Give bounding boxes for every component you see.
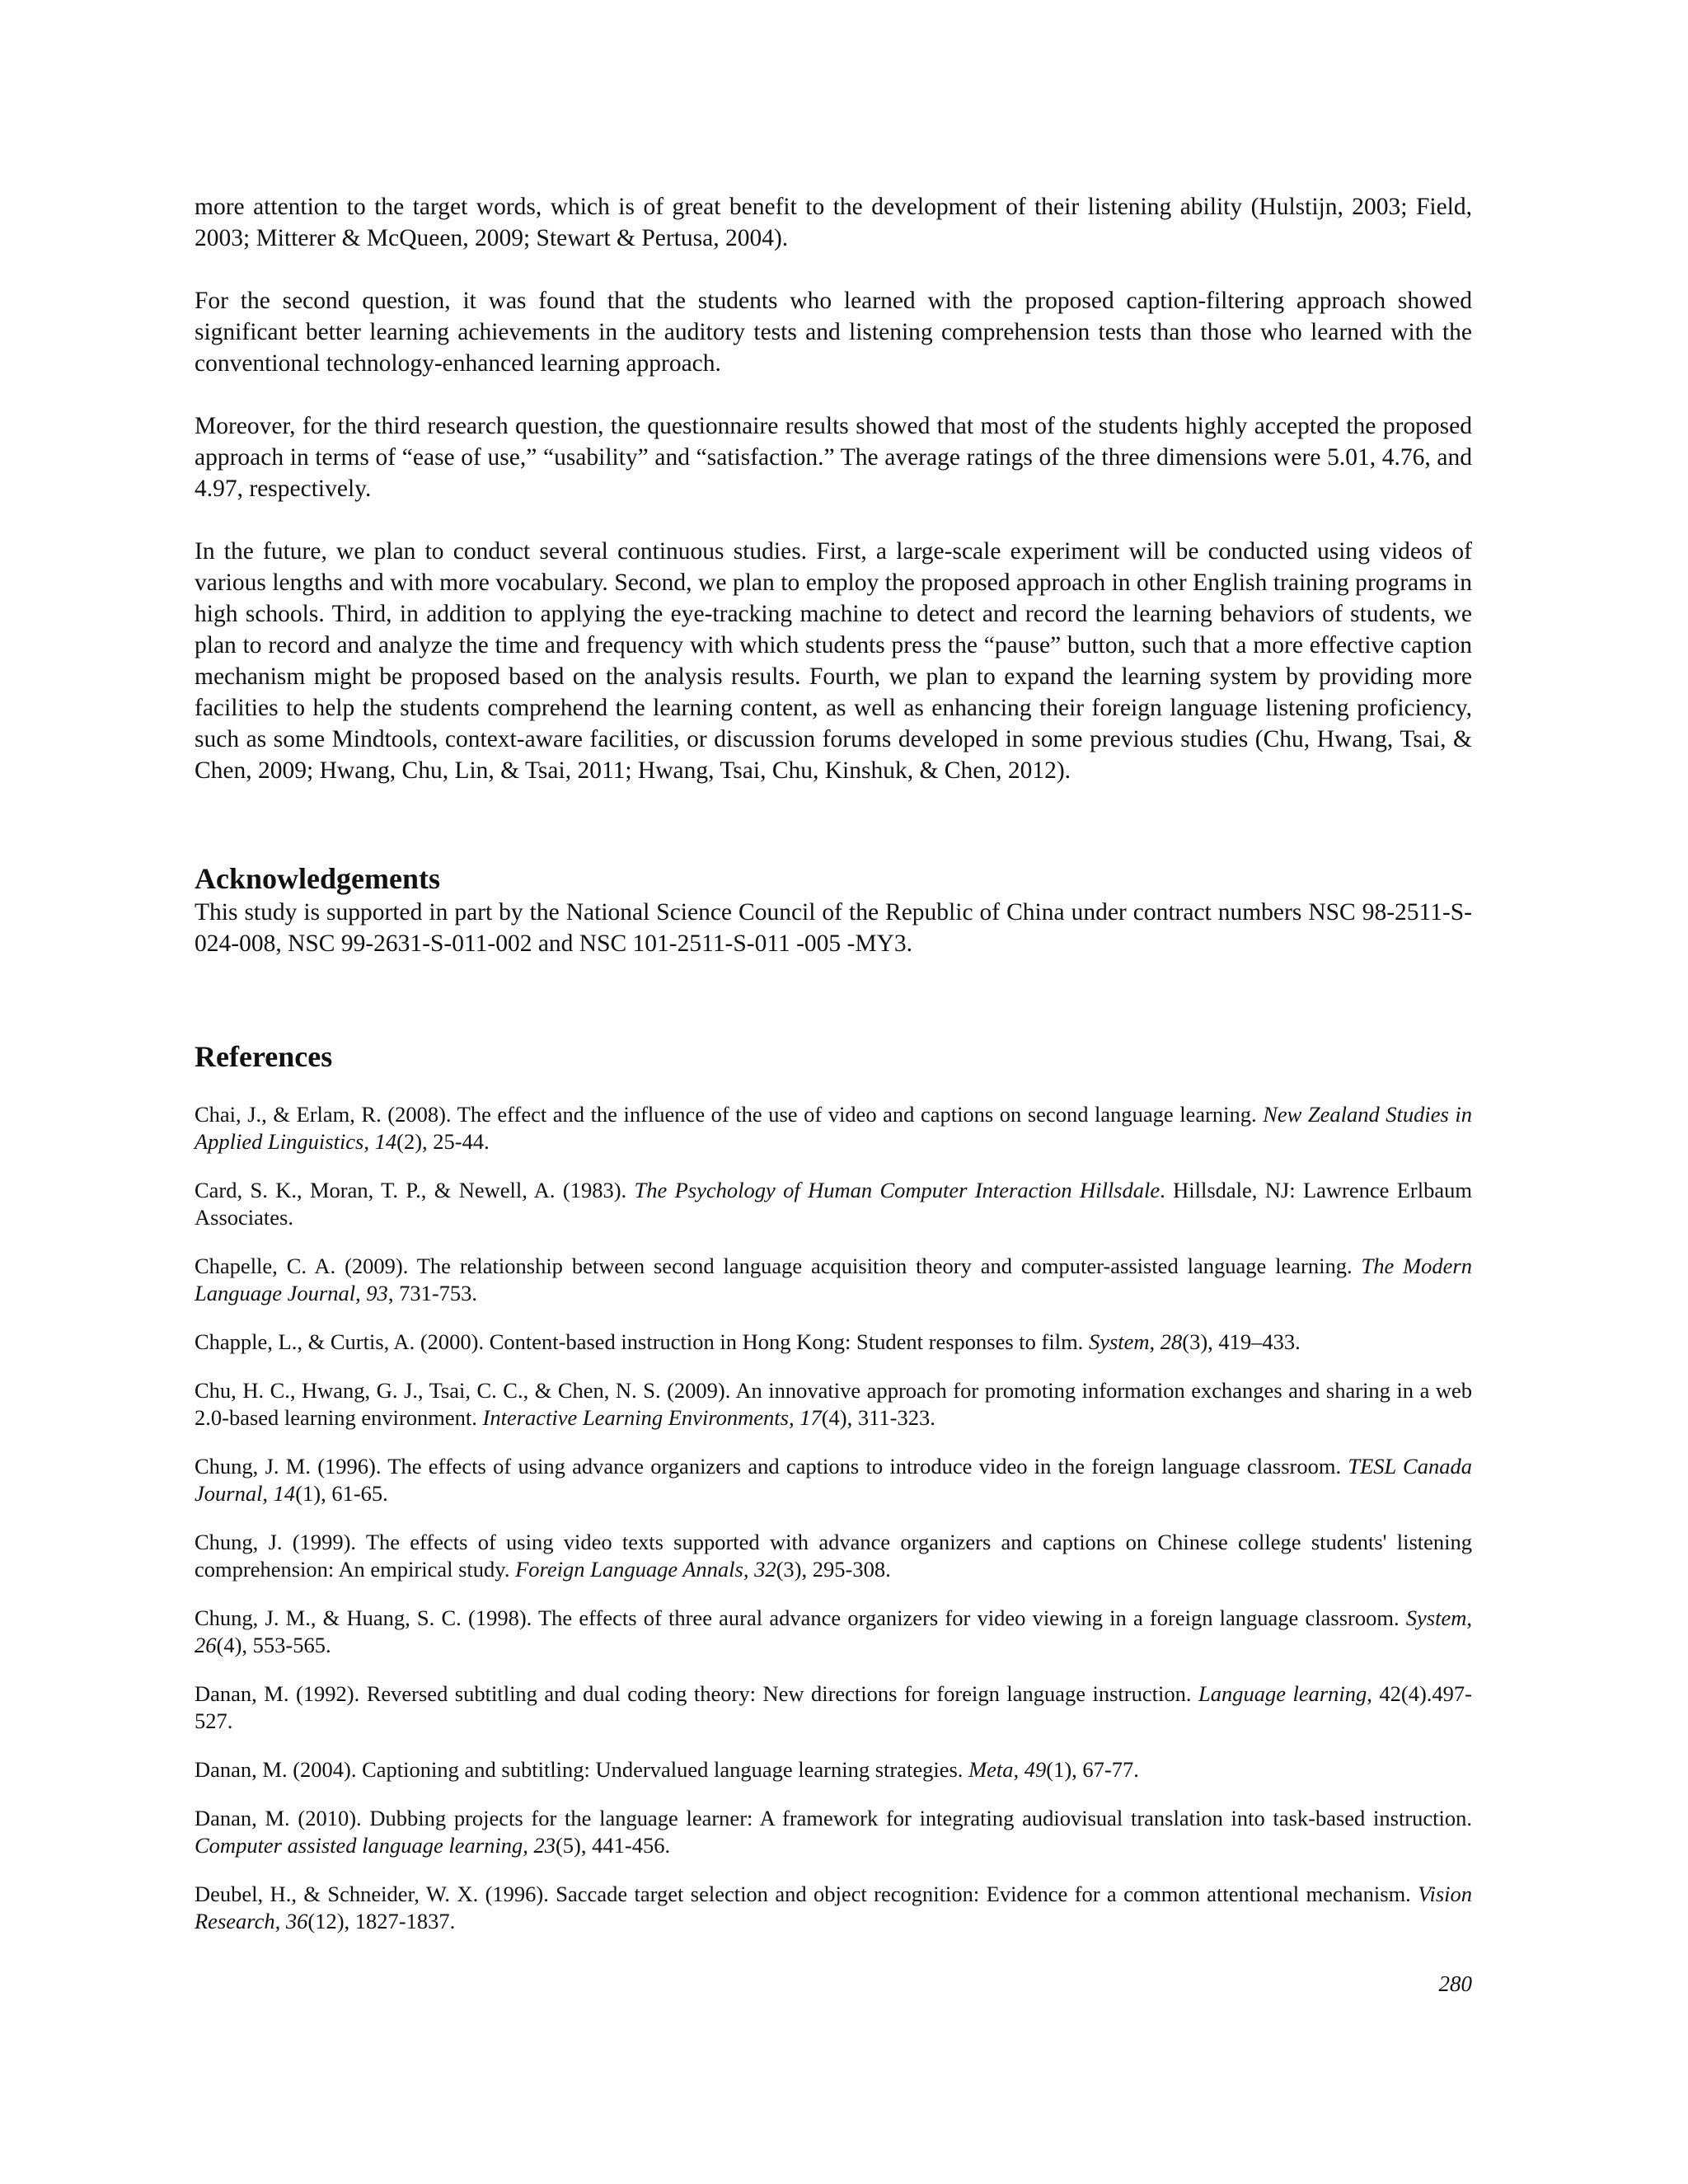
reference-text: Chung, J. M., & Huang, S. C. (1998). The effects of three aural advance organizers for video viewing in a foreign language classroom. [195, 1605, 1406, 1630]
reference-source: Language learning [1198, 1681, 1367, 1706]
references-heading: References [195, 1040, 333, 1073]
reference-details: (12), 1827-1837. [307, 1909, 456, 1933]
reference-source: Vision Research, 36 [195, 1882, 1472, 1933]
acknowledgements-heading: Acknowledgements [195, 862, 440, 895]
reference-source: New Zealand Studies in Applied Linguistics, 14 [195, 1102, 1472, 1154]
reference-text: Danan, M. (1992). Reversed subtitling and dual coding theory: New directions for foreign language instruction. [195, 1681, 1198, 1706]
reference-details: (3), 419–433. [1182, 1329, 1301, 1354]
reference-entry [195, 1529, 1472, 1583]
reference-entry [195, 1101, 1472, 1155]
body-paragraph: In the future, we plan to conduct several continuous studies. First, a large-scale experiment will be conducted using videos of various lengths and with more vocabulary. Second, we plan to employ the proposed approach in other English training programs in high schools. Third, in addition to applying the eye-tracking machine to detect and record the learning behaviors of students, we plan to record and analyze the time and frequency with which students press the “pause” button, such that a more effective caption mechanism might be proposed based on the analysis results. Fourth, we plan to expand the learning system by providing more facilities to help the students comprehend the learning content, as well as enhancing their foreign language listening proficiency, such as some Mindtools, context-aware facilities, or discussion forums developed in some previous studies (Chu, Hwang, Tsai, & Chen, 2009; Hwang, Chu, Lin, & Tsai, 2011; Hwang, Tsai, Chu, Kinshuk, & Chen, 2012). [195, 538, 1472, 784]
reference-text: Danan, M. (2010). Dubbing projects for the language learner: A framework for integrating audiovisual translation into task-based instruction. [195, 1806, 1472, 1830]
reference-entry [195, 1805, 1472, 1859]
body-paragraph: more attention to the target words, which is of great benefit to the development of their listening ability (Hulstijn, 2003; Field, 2003; Mitterer & McQueen, 2009; Stewart & Pertusa, 2004). [195, 194, 1472, 251]
reference-entry [195, 1329, 1472, 1356]
reference-source: TESL Canada Journal, 14 [195, 1454, 1472, 1506]
reference-details: . Hillsdale, NJ: Lawrence Erlbaum Associates. [195, 1178, 1472, 1230]
reference-text: Chung, J. (1999). The effects of using video texts supported with advance organizers and captions on Chinese college students' listening comprehension: An empirical study. [195, 1530, 1472, 1582]
reference-list [195, 1101, 1472, 1935]
reference-entry [195, 1605, 1472, 1659]
reference-source: System, 28 [1088, 1329, 1183, 1354]
reference-entry [195, 1453, 1472, 1507]
reference-details: (1), 61-65. [295, 1481, 388, 1506]
reference-details: (4), 311-323. [821, 1405, 935, 1430]
reference-details: (1), 67-77. [1046, 1757, 1139, 1782]
reference-details: , 42(4).497-527. [195, 1681, 1472, 1733]
reference-text: Chapple, L., & Curtis, A. (2000). Content-based instruction in Hong Kong: Student responses to film. [195, 1329, 1089, 1354]
reference-source: The Modern Language Journal, 93 [195, 1254, 1472, 1305]
reference-text: Chung, J. M. (1996). The effects of using advance organizers and captions to introduce video in the foreign language classroom. [195, 1454, 1348, 1479]
reference-text: Danan, M. (2004). Captioning and subtitling: Undervalued language learning strategies. [195, 1757, 969, 1782]
body-paragraph: Moreover, for the third research question, the questionnaire results showed that most of the students highly accepted the proposed approach in terms of “ease of use,” “usability” and “satisfaction.” The average ratings of the three dimensions were 5.01, 4.76, and 4.97, respectively. [195, 413, 1472, 502]
reference-source: System, 26 [195, 1605, 1472, 1657]
reference-details: , 731-753. [387, 1281, 478, 1305]
reference-details: (5), 441-456. [555, 1833, 671, 1858]
reference-source: Interactive Learning Environments, 17 [482, 1405, 822, 1430]
reference-text: Deubel, H., & Schneider, W. X. (1996). Saccade target selection and object recognition: Evidence for a common attentional mechanism. [195, 1882, 1418, 1906]
reference-entry [195, 1253, 1472, 1307]
reference-entry [195, 1756, 1472, 1783]
page-number: 280 [1438, 1971, 1472, 1996]
reference-source: Meta, 49 [968, 1757, 1047, 1782]
reference-entry [195, 1881, 1472, 1935]
reference-text: Chai, J., & Erlam, R. (2008). The effect and the influence of the use of video and captions on second language learning. [195, 1102, 1264, 1127]
reference-text: Card, S. K., Moran, T. P., & Newell, A. (1983). [195, 1178, 635, 1202]
body-paragraph: For the second question, it was found that the students who learned with the proposed caption-filtering approach showed significant better learning achievements in the auditory tests and listening comprehension tests than those who learned with the conventional technology-enhanced learning approach. [195, 288, 1472, 377]
reference-entry [195, 1177, 1472, 1231]
reference-details: (4), 553-565. [216, 1633, 331, 1657]
reference-entry [195, 1680, 1472, 1735]
page-content [195, 191, 1472, 1957]
acknowledgements-text: This study is supported in part by the National Science Council of the Republic of China under contract numbers NSC 98-2511-S-024-008, NSC 99-2631-S-011-002 and NSC 101-2511-S-011 -005 -MY3. [195, 899, 1472, 957]
reference-details: (3), 295-308. [776, 1557, 891, 1582]
reference-source: The Psychology of Human Computer Interaction Hillsdale [634, 1178, 1160, 1202]
reference-details: (2), 25-44. [396, 1129, 490, 1154]
reference-source: Foreign Language Annals, 32 [515, 1557, 776, 1582]
reference-source: Computer assisted language learning, 23 [195, 1833, 556, 1858]
reference-text: Chapelle, C. A. (2009). The relationship between second language acquisition theory and computer-assisted language learning. [195, 1254, 1362, 1278]
reference-text: Chu, H. C., Hwang, G. J., Tsai, C. C., & Chen, N. S. (2009). An innovative approach for promoting information exchanges and sharing in a web 2.0-based learning environment. [195, 1378, 1472, 1430]
reference-entry [195, 1377, 1472, 1432]
